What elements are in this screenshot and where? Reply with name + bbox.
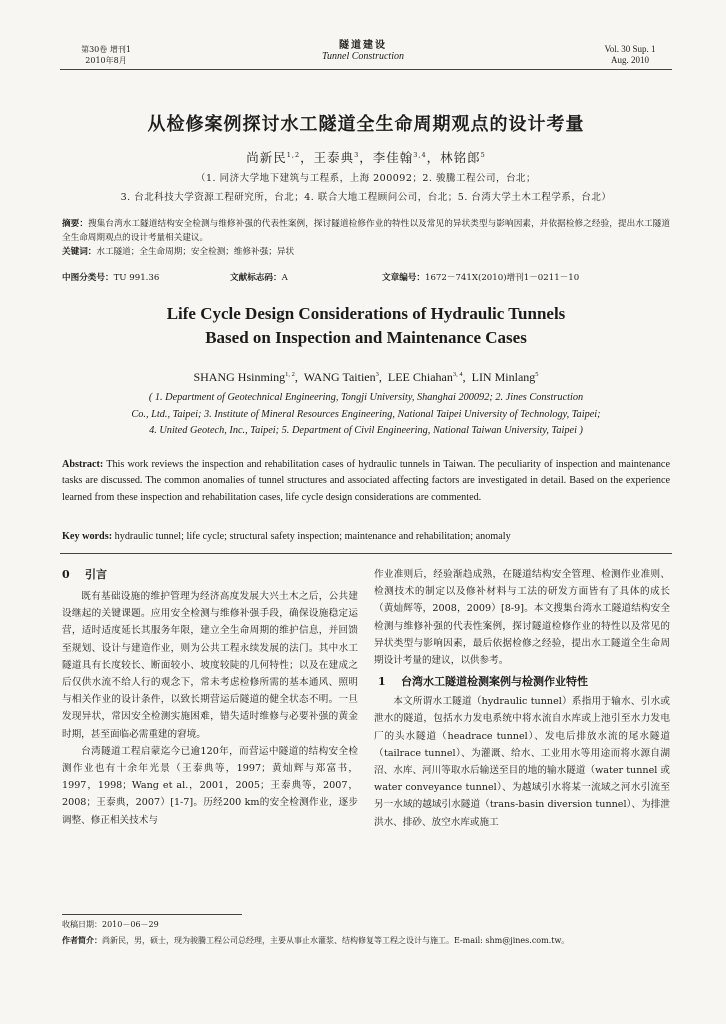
paper-title-cn: 从检修案例探讨水工隧道全生命周期观点的设计考量 xyxy=(147,114,585,135)
author-bio-label: 作者简介： xyxy=(62,935,102,945)
paragraph: 既有基础设施的维护管理为经济高度发展大兴土木之后，公共建设继起的关键课题。应用安全检测与维修补强手段，确保设施稳定运营，适时适度延长其服务年限，建立全生命周期的维护信息，并回馈至规划、设计与建造作业，则为公共工程永续发展的法门。其中水工隧道具有长度较长、断面较小、坡度较陡的几何特性；以及在建成之后仅供水流不给人行的观念下，常未考虑检修所需的基本通风、照明与相关作业的设计条件，以致长期营运后隧道的健全状态不明。一旦发现异状，常因安全检测实施困难，错失适时维修与必要补强的黄金时期，甚至面临必需重建的窘境。 xyxy=(62,591,358,740)
header-volume-issue: 第30卷 增刊1 xyxy=(81,45,131,54)
section-1-text xyxy=(374,693,670,831)
affiliations-en-line1: ( 1. Department of Geotechnical Engineering, Tongji University, Shanghai 200092; 2. Jines Construction xyxy=(148,392,584,403)
affiliations-en-line2: Co., Ltd., Taipei; 3. Institute of Mineral Resources Engineering, National Taipei University of Technology, Taipei; xyxy=(131,408,601,420)
abstract-cn xyxy=(62,217,670,259)
abstract-en xyxy=(62,457,670,506)
keywords-en xyxy=(62,531,670,542)
header-volume-cn xyxy=(66,44,146,66)
abstract-rule xyxy=(60,553,672,554)
author-bio xyxy=(62,935,670,946)
paragraph: 台湾隧道工程启蒙迄今已逾120年，而营运中隧道的结构安全检测作业也有十余年光景（王泰典等，1997；黄灿辉与郑富书，1997，1998；Wang et al.，2001，2005；王泰典等，2007，2008；王泰典，2007）[1-7]。历经200 km的安全检测作业，逐步调整、修正相关技术与 xyxy=(62,745,358,826)
section-1-heading xyxy=(378,673,670,689)
header-rule xyxy=(60,69,672,70)
section-0-number: 0 xyxy=(62,568,70,581)
authors-cn: 尚新民$^{1,2}$，王泰典$^3$，李佳翰$^{3,4}$，林铭郎$^5$ xyxy=(246,150,486,165)
paragraph: 本文所谓水工隧道（hydraulic tunnel）系指用于输水、引水或泄水的隧道，包括水力发电系统中将水流自水库或上池引至水力发电厂的头水隧道（headrace tunnel）、发电后排放水流的尾水隧道（tailrace tunnel）、为灌溉、给水、工业用水等用途而将水源自湖沼、水库、河川等取水后输送至目的地的输水隧道（water tunnel 或 water conveyance tunnel）、为越域引水将某一流域之河水引流至另一水域的越域引水隧道（trans-basin diversion tunnel）、为排泄洪水、排砂、放空水库或施工 xyxy=(374,696,670,828)
paragraph: 作业准则后，经验渐趋成熟，在隧道结构安全管理、检测作业准则、检测技术的制定以及修补材料与工法的研发方面皆有了具体的成长（黄灿辉等，2008，2009）[8-9]。本文搜集台湾水工隧道结构安全检测与维修补强的代表性案例，探讨隧道检修作业的特性以及常见的异状类型与影响因素，最后依据检修之经验，提出水工隧道全生命周期设计考量的建议，以供参考。 xyxy=(374,569,670,667)
authors-en: SHANG Hsinming$^{1, 2}$, WANG Taitien$^3$, LEE Chiahan$^{3, 4}$, LIN Minlang$^5$ xyxy=(193,370,539,384)
abstract-cn-label: 摘要： xyxy=(62,219,89,229)
header-volume-issue-en: Vol. 30 Sup. 1 xyxy=(604,44,656,54)
left-column xyxy=(62,566,358,829)
clc-number: 中图分类号：TU 991.36 xyxy=(62,273,160,283)
header-date-cn: 2010年8月 xyxy=(85,56,127,65)
section-1-title: 台湾水工隧道检测案例与检测作业特性 xyxy=(400,675,588,689)
right-column xyxy=(374,566,670,831)
keywords-cn-label: 关键词： xyxy=(62,247,97,257)
paper-title-en xyxy=(60,302,672,350)
paper-title-en-line1: Life Cycle Design Considerations of Hydraulic Tunnels xyxy=(166,304,566,323)
header-date-en: Aug. 2010 xyxy=(611,55,649,65)
keywords-cn-text: 水工隧道；全生命周期；安全检测；维修补强；异状 xyxy=(96,247,295,257)
document-code: 文献标志码：A xyxy=(230,273,288,283)
intro-text xyxy=(62,588,358,829)
abstract-cn-text: 搜集台湾水工隧道结构安全检测与维修补强的代表性案例，探讨隧道检修作业的特性以及常见的异状类型与影响因素，并依据检修之经验，提出水工隧道全生命周期观点的设计考量相关建议。 xyxy=(62,219,670,243)
affiliations-en-line3: 4. United Geotech, Inc., Taipei; 5. Department of Civil Engineering, National Taiwan University, Taipei ) xyxy=(149,425,583,436)
section-1-number: 1 xyxy=(378,675,386,689)
abstract-en-label: Abstract: xyxy=(62,459,104,470)
affiliations-cn-line1: （1. 同济大学地下建筑与工程系，上海 200092；2. 骏騰工程公司，台北； xyxy=(196,173,536,184)
journal-name-en: Tunnel Construction xyxy=(322,51,404,62)
keywords-en-text: hydraulic tunnel; life cycle; structural safety inspection; maintenance and rehabilitation; anomaly xyxy=(114,531,511,542)
section-0-title: 引言 xyxy=(84,568,107,581)
intro-text-continued xyxy=(374,566,670,669)
keywords-en-label: Key words: xyxy=(62,531,113,542)
section-0-heading xyxy=(62,566,358,582)
author-bio-text: 尚新民，男，硕士，现为骏騰工程公司总经理，主要从事止水灌浆、结构修复等工程之设计与施工。E-mail: shm@jines.com.tw。 xyxy=(102,936,570,945)
affiliations-cn-line2: 3. 台北科技大学资源工程研究所，台北；4. 联合大地工程顾问公司，台北；5. 台湾大学土木工程学系，台北） xyxy=(120,192,612,203)
header-volume-en xyxy=(590,44,670,66)
journal-name-cn: 隧道建设 xyxy=(339,40,387,51)
footnote-rule xyxy=(62,914,242,915)
abstract-en-text: This work reviews the inspection and rehabilitation cases of hydraulic tunnels in Taiwan. The peculiarity of inspection and maintenance tasks are discussed. The common anomalies of tunnel structures and associated affecting factors are investigated in detail. Based on the experience learned from these inspection and rehabilitation cases, life cycle design considerations are commented. xyxy=(62,459,670,503)
article-number: 文章编号：1672－741X(2010)增刊1－0211－10 xyxy=(382,273,580,283)
paper-title-en-line2: Based on Inspection and Maintenance Cases xyxy=(205,328,527,347)
affiliations-en xyxy=(70,390,662,440)
received-date: 收稿日期：2010－06－29 xyxy=(62,920,159,929)
journal-masthead xyxy=(300,40,426,62)
